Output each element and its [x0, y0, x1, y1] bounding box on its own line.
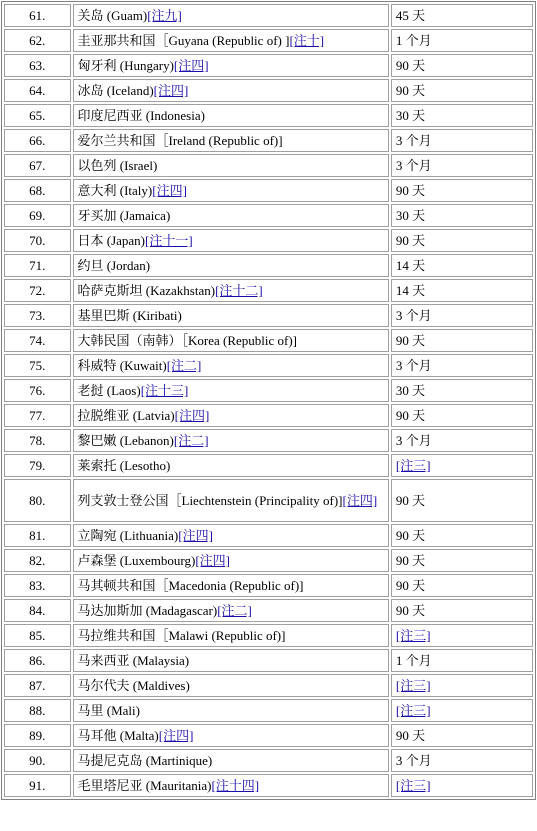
country-name: 马尔代夫 (Maldives)	[77, 678, 190, 693]
stay-duration: 30 天	[395, 208, 426, 223]
stay-duration: 30 天	[395, 383, 426, 398]
stay-duration: 14 天	[395, 258, 426, 273]
country-name: 黎巴嫩 (Lebanon)	[77, 433, 174, 448]
table-row	[4, 29, 533, 52]
stay-duration-cell	[391, 29, 533, 52]
row-number: 88.	[4, 699, 71, 722]
row-number: 74.	[4, 329, 71, 352]
country-cell	[73, 179, 389, 202]
stay-note-link[interactable]: [注三]	[395, 778, 431, 793]
row-number: 65.	[4, 104, 71, 127]
table-row	[4, 79, 533, 102]
note-link[interactable]: [注十四]	[211, 778, 260, 793]
stay-duration: 90 天	[395, 528, 426, 543]
visa-free-table	[1, 1, 536, 800]
stay-note-link[interactable]: [注三]	[395, 678, 431, 693]
note-link[interactable]: [注十]	[289, 33, 325, 48]
stay-duration: 1 个月	[395, 653, 432, 668]
stay-duration-cell	[391, 404, 533, 427]
table-row	[4, 674, 533, 697]
country-cell	[73, 724, 389, 747]
country-name: 马里 (Mali)	[77, 703, 140, 718]
country-name: 冰岛 (Iceland)	[77, 83, 154, 98]
stay-duration-cell	[391, 204, 533, 227]
table-row	[4, 524, 533, 547]
row-number: 80.	[4, 479, 71, 522]
stay-duration-cell	[391, 649, 533, 672]
row-number: 67.	[4, 154, 71, 177]
row-number: 66.	[4, 129, 71, 152]
country-cell	[73, 329, 389, 352]
table-row	[4, 54, 533, 77]
country-name: 老挝 (Laos)	[77, 383, 141, 398]
row-number: 63.	[4, 54, 71, 77]
country-cell	[73, 254, 389, 277]
stay-duration: 3 个月	[395, 158, 432, 173]
country-cell	[73, 154, 389, 177]
country-name: 意大利 (Italy)	[77, 183, 153, 198]
note-link[interactable]: [注十二]	[215, 283, 263, 298]
country-cell	[73, 104, 389, 127]
row-number: 78.	[4, 429, 71, 452]
country-cell	[73, 79, 389, 102]
country-cell	[73, 354, 389, 377]
stay-duration-cell	[391, 254, 533, 277]
stay-duration-cell	[391, 599, 533, 622]
row-number: 68.	[4, 179, 71, 202]
table-row	[4, 129, 533, 152]
country-cell	[73, 524, 389, 547]
stay-duration-cell	[391, 774, 533, 797]
stay-duration: 30 天	[395, 108, 426, 123]
stay-duration: 90 天	[395, 58, 426, 73]
stay-duration-cell	[391, 574, 533, 597]
row-number: 87.	[4, 674, 71, 697]
stay-duration: 90 天	[395, 183, 426, 198]
note-link[interactable]: [注四]	[158, 728, 194, 743]
note-link[interactable]: [注十三]	[140, 383, 189, 398]
table-row	[4, 179, 533, 202]
note-link[interactable]: [注二]	[166, 358, 202, 373]
stay-duration-cell	[391, 379, 533, 402]
table-row	[4, 624, 533, 647]
table-row	[4, 724, 533, 747]
table-row	[4, 154, 533, 177]
country-name: 马其顿共和国［Macedonia (Republic of)]	[77, 578, 304, 593]
note-link[interactable]: [注四]	[174, 408, 210, 423]
table-row	[4, 549, 533, 572]
country-cell	[73, 429, 389, 452]
country-name: 哈萨克斯坦 (Kazakhstan)	[77, 283, 216, 298]
table-row	[4, 479, 533, 522]
country-name: 圭亚那共和国［Guyana (Republic of) ]	[77, 33, 290, 48]
stay-duration: 90 天	[395, 578, 426, 593]
stay-duration: 90 天	[395, 83, 426, 98]
country-name: 立陶宛 (Lithuania)	[77, 528, 179, 543]
row-number: 73.	[4, 304, 71, 327]
stay-duration: 14 天	[395, 283, 426, 298]
country-name: 马来西亚 (Malaysia)	[77, 653, 190, 668]
note-link[interactable]: [注四]	[195, 553, 230, 568]
country-name: 列支敦士登公国［Liechtenstein (Principality of)]	[77, 493, 343, 508]
table-row	[4, 279, 533, 302]
table-row	[4, 649, 533, 672]
row-number: 69.	[4, 204, 71, 227]
country-cell	[73, 454, 389, 477]
country-cell	[73, 29, 389, 52]
stay-duration: 45 天	[395, 8, 426, 23]
stay-duration: 1 个月	[395, 33, 432, 48]
country-cell	[73, 4, 389, 27]
country-name: 匈牙利 (Hungary)	[77, 58, 174, 73]
table-row	[4, 379, 533, 402]
stay-duration-cell	[391, 479, 533, 522]
table-row	[4, 304, 533, 327]
stay-duration-cell	[391, 54, 533, 77]
table-row	[4, 354, 533, 377]
row-number: 79.	[4, 454, 71, 477]
stay-duration: 90 天	[395, 603, 426, 618]
stay-note-link[interactable]: [注三]	[395, 703, 431, 718]
country-cell	[73, 599, 389, 622]
table-row	[4, 699, 533, 722]
stay-duration-cell	[391, 4, 533, 27]
table-row	[4, 104, 533, 127]
stay-duration-cell	[391, 104, 533, 127]
row-number: 82.	[4, 549, 71, 572]
country-name: 马达加斯加 (Madagascar)	[77, 603, 218, 618]
country-name: 印度尼西亚 (Indonesia)	[77, 108, 205, 123]
stay-note-link[interactable]: [注三]	[395, 628, 431, 643]
stay-duration-cell	[391, 749, 533, 772]
country-cell	[73, 404, 389, 427]
stay-duration-cell	[391, 129, 533, 152]
row-number: 76.	[4, 379, 71, 402]
stay-duration-cell	[391, 624, 533, 647]
country-cell	[73, 54, 389, 77]
country-cell	[73, 749, 389, 772]
table-row	[4, 774, 533, 797]
country-name: 莱索托 (Lesotho)	[77, 458, 171, 473]
stay-duration: 90 天	[395, 728, 426, 743]
country-name: 卢森堡 (Luxembourg)	[77, 553, 196, 568]
stay-duration: 90 天	[395, 408, 426, 423]
country-name: 约旦 (Jordan)	[77, 258, 151, 273]
stay-duration-cell	[391, 354, 533, 377]
country-cell	[73, 279, 389, 302]
country-name: 牙买加 (Jamaica)	[77, 208, 171, 223]
country-cell	[73, 574, 389, 597]
row-number: 71.	[4, 254, 71, 277]
country-cell	[73, 649, 389, 672]
row-number: 89.	[4, 724, 71, 747]
note-link[interactable]: [注四]	[178, 528, 213, 543]
stay-duration-cell	[391, 454, 533, 477]
country-cell	[73, 624, 389, 647]
table-row	[4, 329, 533, 352]
table-row	[4, 404, 533, 427]
country-name: 马耳他 (Malta)	[77, 728, 159, 743]
country-name: 日本 (Japan)	[77, 233, 146, 248]
stay-note-link[interactable]: [注三]	[395, 458, 431, 473]
table-row	[4, 254, 533, 277]
table-row	[4, 229, 533, 252]
country-cell	[73, 674, 389, 697]
table-row	[4, 749, 533, 772]
stay-duration-cell	[391, 549, 533, 572]
stay-duration: 3 个月	[395, 308, 432, 323]
stay-duration-cell	[391, 524, 533, 547]
row-number: 86.	[4, 649, 71, 672]
country-name: 关岛 (Guam)	[77, 8, 148, 23]
stay-duration: 3 个月	[395, 358, 432, 373]
note-link[interactable]: [注四]	[173, 58, 209, 73]
country-name: 科威特 (Kuwait)	[77, 358, 167, 373]
country-cell	[73, 549, 389, 572]
row-number: 91.	[4, 774, 71, 797]
row-number: 64.	[4, 79, 71, 102]
stay-duration: 90 天	[395, 333, 426, 348]
country-name: 毛里塔尼亚 (Mauritania)	[77, 778, 212, 793]
stay-duration: 90 天	[395, 493, 426, 508]
note-link[interactable]: [注四]	[342, 493, 378, 508]
country-cell	[73, 129, 389, 152]
note-link[interactable]: [注二]	[217, 603, 252, 618]
country-cell	[73, 304, 389, 327]
row-number: 85.	[4, 624, 71, 647]
country-name: 以色列 (Israel)	[77, 158, 158, 173]
stay-duration: 3 个月	[395, 753, 432, 768]
country-cell	[73, 479, 389, 522]
row-number: 62.	[4, 29, 71, 52]
row-number: 84.	[4, 599, 71, 622]
stay-duration-cell	[391, 79, 533, 102]
country-name: 马提尼克岛 (Martinique)	[77, 753, 213, 768]
country-name: 基里巴斯 (Kiribati)	[77, 308, 182, 323]
table-row	[4, 429, 533, 452]
stay-duration-cell	[391, 304, 533, 327]
row-number: 83.	[4, 574, 71, 597]
row-number: 72.	[4, 279, 71, 302]
stay-duration-cell	[391, 154, 533, 177]
note-link[interactable]: [注四]	[152, 183, 187, 198]
stay-duration-cell	[391, 724, 533, 747]
row-number: 77.	[4, 404, 71, 427]
table-row	[4, 574, 533, 597]
country-cell	[73, 229, 389, 252]
country-cell	[73, 379, 389, 402]
stay-duration: 3 个月	[395, 433, 432, 448]
stay-duration-cell	[391, 279, 533, 302]
stay-duration-cell	[391, 699, 533, 722]
country-cell	[73, 204, 389, 227]
stay-duration: 3 个月	[395, 133, 432, 148]
stay-duration: 90 天	[395, 553, 426, 568]
stay-duration: 90 天	[395, 233, 426, 248]
stay-duration-cell	[391, 329, 533, 352]
country-name: 马拉维共和国［Malawi (Republic of)]	[77, 628, 286, 643]
note-link[interactable]: [注十一]	[145, 233, 193, 248]
table-row	[4, 204, 533, 227]
row-number: 61.	[4, 4, 71, 27]
country-cell	[73, 774, 389, 797]
table-row	[4, 599, 533, 622]
note-link[interactable]: [注二]	[173, 433, 209, 448]
country-name: 拉脱维亚 (Latvia)	[77, 408, 175, 423]
row-number: 90.	[4, 749, 71, 772]
table-row	[4, 454, 533, 477]
stay-duration-cell	[391, 179, 533, 202]
country-cell	[73, 699, 389, 722]
table-body	[4, 4, 533, 797]
row-number: 75.	[4, 354, 71, 377]
stay-duration-cell	[391, 429, 533, 452]
note-link[interactable]: [注九]	[147, 8, 182, 23]
note-link[interactable]: [注四]	[153, 83, 189, 98]
row-number: 81.	[4, 524, 71, 547]
stay-duration-cell	[391, 229, 533, 252]
country-name: 大韩民国（南韩）［Korea (Republic of)]	[77, 333, 298, 348]
table-row	[4, 4, 533, 27]
stay-duration-cell	[391, 674, 533, 697]
country-name: 爱尔兰共和国［Ireland (Republic of)]	[77, 133, 283, 148]
row-number: 70.	[4, 229, 71, 252]
